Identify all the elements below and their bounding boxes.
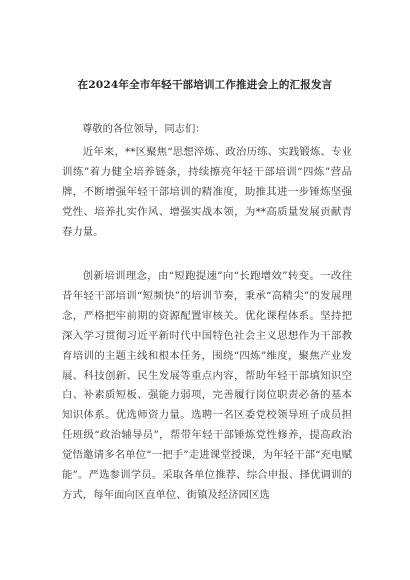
- paragraph-training-concept: 创新培训理念，由“短跑提速”向“长跑增效”转变。一改往昔年轻干部培训“短频快”的培训节奏，秉承“高精尖”的发展理念，严格把牢前期的资源配置审核关。优化课程体系。坚持把深入学习贯彻习近平新时代中国特色社会主义思想作为干部教育培训的主题主线和根本任务，围绕“四炼”维度，聚焦产业发展、科技创新、民生发展等重点内容，帮助年轻干部填知识空白、补素质短板、强能力弱项，完善履行岗位职责必备的基本知识体系。优选师资力量。选聘一名区委党校领导班子成员担任班级“政治辅导员”，帮带年轻干部锤炼党性修养，提高政治觉悟邀请多名单位“一把手”走进课堂授课，为年轻干部“充电赋能”。严选参训学员。采取各单位推荐、综合申报、择优调训的方式，每年面向区直单位、街镇及经济园区选: [62, 270, 352, 501]
- document-title: 在2024年全市年轻干部培训工作推进会上的汇报发言: [77, 79, 333, 91]
- paragraph-intro: 近年来，**区聚焦“思想淬炼、政治历练、实践锻炼、专业训练”着力健全培养链条，持续擦亮年轻干部培训“四炼”营品牌，不断增强年轻干部培训的精准度，助推其进一步锤炼坚强党性、培养扎实作风、增强实战本领，为**高质量发展贡献青春力量。: [62, 146, 352, 238]
- salutation: 尊敬的各位领导，同志们：: [82, 123, 206, 135]
